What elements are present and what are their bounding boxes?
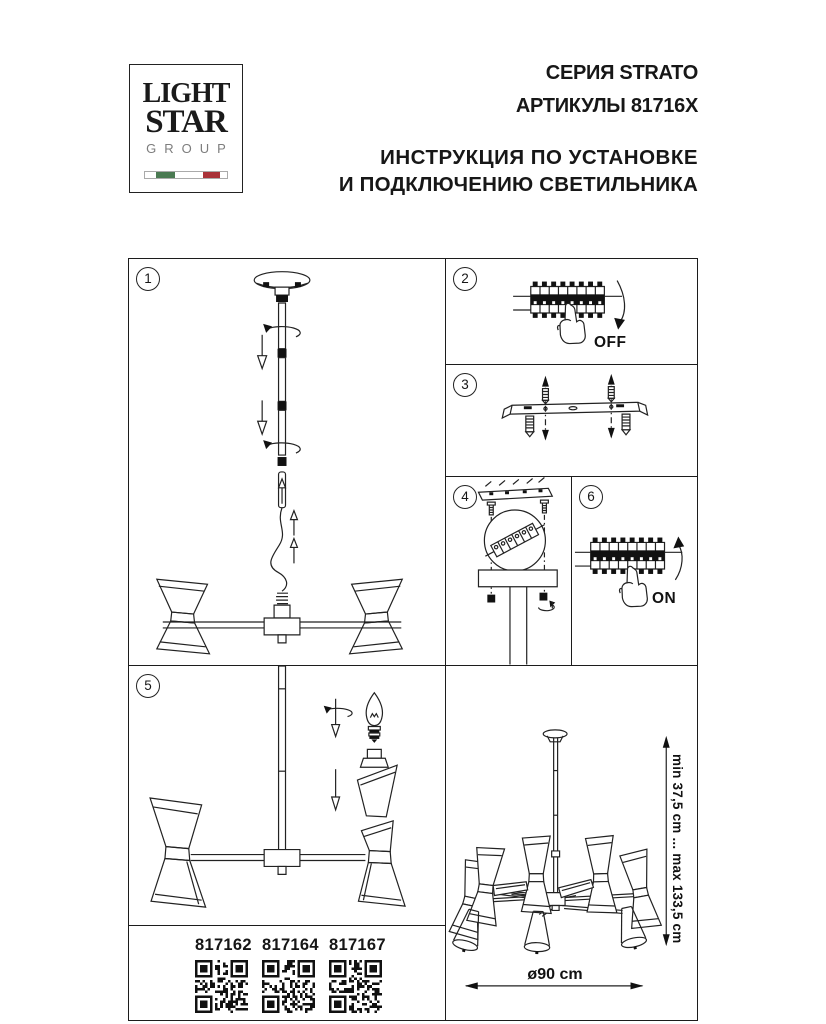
series-title: СЕРИЯ STRATO: [545, 62, 698, 84]
bulb-shade-diagram: [129, 666, 445, 925]
step-number: 2: [453, 267, 477, 291]
step-1-panel: [128, 258, 446, 666]
lightstar-logo: [129, 64, 243, 193]
ceiling-bracket: [478, 477, 552, 500]
magnifier-detail: [482, 510, 547, 571]
flat-shade: [558, 879, 594, 897]
article-item: [262, 936, 319, 1013]
light-bulb-icon: [366, 693, 382, 743]
step-5-panel: [128, 665, 446, 926]
off-label: OFF: [594, 334, 627, 351]
assembled-chandelier-panel: [445, 665, 698, 1021]
instruction-title-line2: И ПОДКЛЮЧЕНИЮ СВЕТИЛЬНИКА: [338, 173, 698, 196]
canopy-plate: [478, 570, 557, 587]
height-dimension-label: min 37,5 cm ... max 133,5 cm: [670, 754, 685, 944]
rod: [279, 666, 286, 850]
vertical-dimension-arrow: [663, 736, 670, 946]
ceiling-canopy: [254, 272, 310, 302]
articles-title: АРТИКУЛЫ 81716X: [515, 95, 698, 117]
header-title-block: [339, 62, 698, 197]
center-hub: [191, 850, 366, 875]
hourglass-shade: [358, 821, 405, 906]
breaker-off-diagram: [446, 259, 697, 364]
step-number: 6: [579, 485, 603, 509]
center-hub: [163, 605, 401, 643]
up-arrow-icon: [542, 374, 615, 387]
qr-code-icon: [195, 960, 248, 1013]
canopy-plate: [543, 730, 567, 742]
bracket-mounting-diagram: [446, 365, 697, 476]
wall-anchor-icon: [526, 414, 630, 437]
upper-cone-shade: [357, 765, 397, 817]
rod-segments: [278, 303, 287, 508]
articles-panel: [128, 925, 446, 1021]
step-2-panel: [445, 258, 698, 365]
logo-text-star: STAR: [145, 104, 227, 140]
step-6-panel: [571, 476, 698, 666]
instruction-title-line1: ИНСТРУКЦИЯ ПО УСТАНОВКЕ: [380, 146, 698, 169]
curved-up-arrow-icon: [673, 537, 684, 580]
italian-flag-stripe: [144, 171, 228, 179]
hourglass-shade: [150, 798, 206, 907]
articles-row: [195, 936, 386, 1013]
logo-text-light: LIGHT: [142, 78, 230, 109]
step-number: 4: [453, 485, 477, 509]
down-arrow-icon: [542, 428, 615, 441]
article-number: 817164: [262, 936, 319, 954]
rod: [510, 587, 527, 665]
rod: [552, 738, 560, 893]
step-3-panel: [445, 364, 698, 477]
hourglass-shade: [350, 579, 403, 654]
article-item: [195, 936, 252, 1013]
fixing-nut: [487, 593, 547, 603]
hourglass-shade: [157, 579, 210, 654]
rotate-arrow-icon: [324, 699, 352, 737]
rod-assembly-diagram: [129, 259, 445, 665]
curved-down-arrow-icon: [614, 281, 625, 330]
step-number: 3: [453, 373, 477, 397]
up-arrow-icon: [290, 511, 297, 564]
qr-code-icon: [329, 960, 382, 1013]
step-4-panel: [445, 476, 572, 666]
article-item: [329, 936, 386, 1013]
rotate-arrow-icon: [539, 601, 556, 611]
hourglass-shade: [521, 836, 551, 913]
step-number: 5: [136, 674, 160, 698]
article-number: 817167: [329, 936, 386, 954]
down-arrow-icon: [332, 769, 340, 810]
hourglass-shade: [619, 849, 662, 930]
step-number: 1: [136, 267, 160, 291]
screw-icon: [543, 387, 615, 404]
article-number: 817162: [195, 936, 252, 954]
down-arrow-icon: [258, 335, 267, 434]
hourglass-shade: [584, 836, 616, 914]
logo-text-group: GROUP: [146, 141, 234, 156]
socket-cup: [360, 749, 388, 767]
on-label: ON: [652, 590, 677, 607]
qr-code-icon: [262, 960, 315, 1013]
power-wire: [271, 508, 288, 604]
cone-shade: [524, 911, 551, 955]
diameter-dimension-label: ø90 cm: [527, 966, 583, 983]
